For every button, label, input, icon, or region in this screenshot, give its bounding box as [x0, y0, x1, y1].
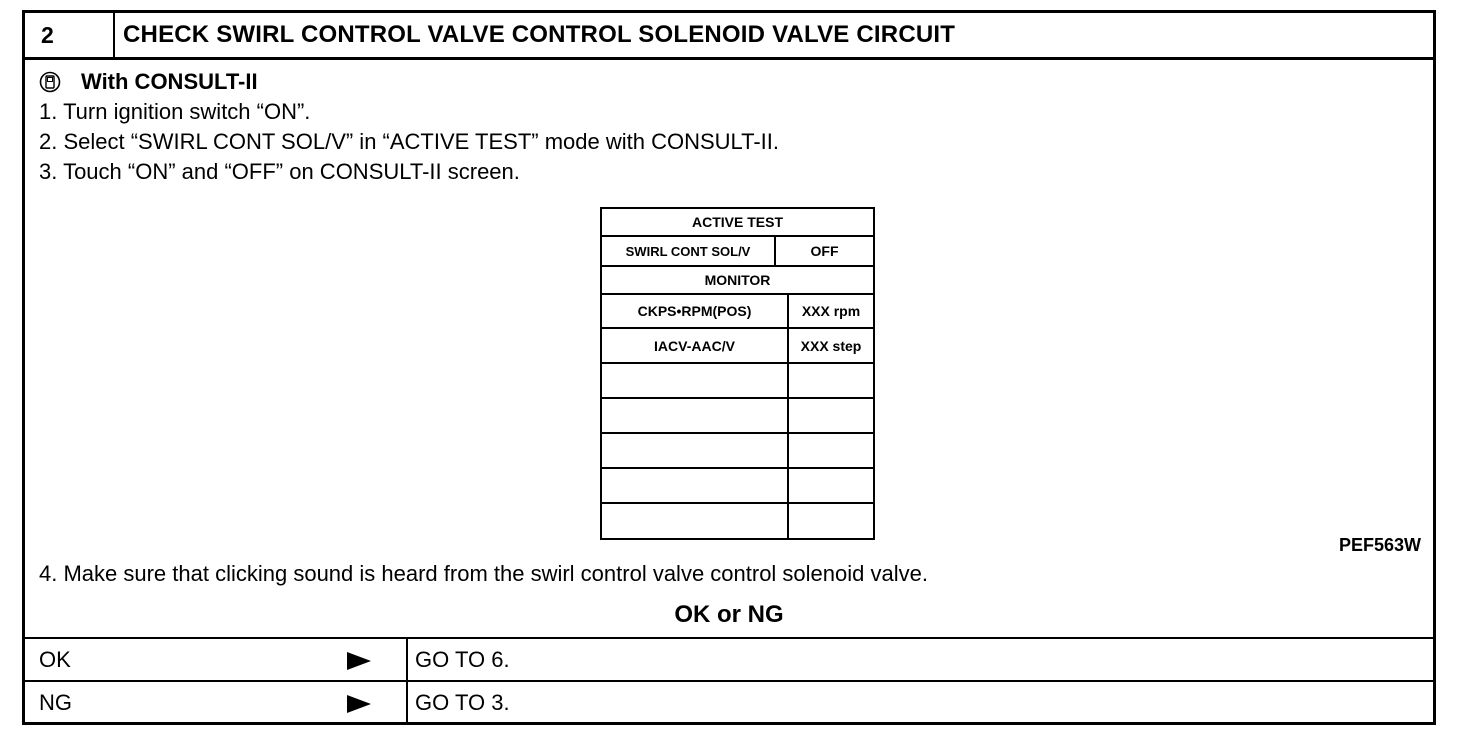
- step-2-text: 2. Select “SWIRL CONT SOL/V” in “ACTIVE TEST” mode with CONSULT-II.: [39, 129, 780, 154]
- result-action: GO TO 3.: [415, 690, 510, 715]
- consult-screen-diagram: [600, 207, 875, 540]
- result-action: GO TO 6.: [415, 647, 510, 672]
- monitor-row-empty: [602, 504, 873, 538]
- result-key: OK: [39, 647, 71, 672]
- screen-title-row: [602, 209, 873, 237]
- decision-question: OK or NG: [674, 601, 784, 628]
- monitor-value: XXX rpm: [801, 303, 861, 319]
- step-3-text: 3. Touch “ON” and “OFF” on CONSULT-II screen.: [39, 159, 520, 184]
- monitor-label: MONITOR: [704, 272, 771, 288]
- test-item-label: SWIRL CONT SOL/V: [625, 243, 751, 259]
- monitor-header-row: [602, 267, 873, 295]
- arrow-right-icon: [345, 694, 373, 714]
- arrow-right-icon: [345, 651, 373, 671]
- result-row-ok: [25, 637, 1433, 680]
- diagram-code: PEF563W: [1338, 535, 1421, 555]
- monitor-item: CKPS•RPM(POS): [637, 303, 752, 319]
- monitor-row-empty: [602, 434, 873, 469]
- screen-title: ACTIVE TEST: [691, 214, 783, 230]
- test-item-row: [602, 237, 873, 267]
- step-header: [25, 13, 1433, 60]
- monitor-row: [602, 329, 873, 364]
- step-1-text: 1. Turn ignition switch “ON”.: [39, 99, 311, 124]
- result-key: NG: [39, 690, 72, 715]
- monitor-row-empty: [602, 469, 873, 504]
- monitor-row-empty: [602, 364, 873, 399]
- monitor-row: [602, 295, 873, 329]
- step-4-text: 4. Make sure that clicking sound is heard from the swirl control valve control solenoid valve.: [39, 561, 928, 586]
- step-title: CHECK SWIRL CONTROL VALVE CONTROL SOLENOID VALVE CIRCUIT: [123, 21, 956, 48]
- consult-mode-label: With CONSULT-II: [81, 69, 258, 94]
- monitor-value: XXX step: [800, 337, 862, 354]
- step-number: 2: [25, 13, 115, 57]
- test-item-value: OFF: [810, 243, 839, 259]
- result-row-ng: [25, 680, 1433, 722]
- monitor-row-empty: [602, 399, 873, 434]
- procedure-table: [22, 10, 1436, 725]
- consult-tool-icon: [39, 71, 61, 93]
- monitor-item: IACV-AAC/V: [654, 337, 735, 354]
